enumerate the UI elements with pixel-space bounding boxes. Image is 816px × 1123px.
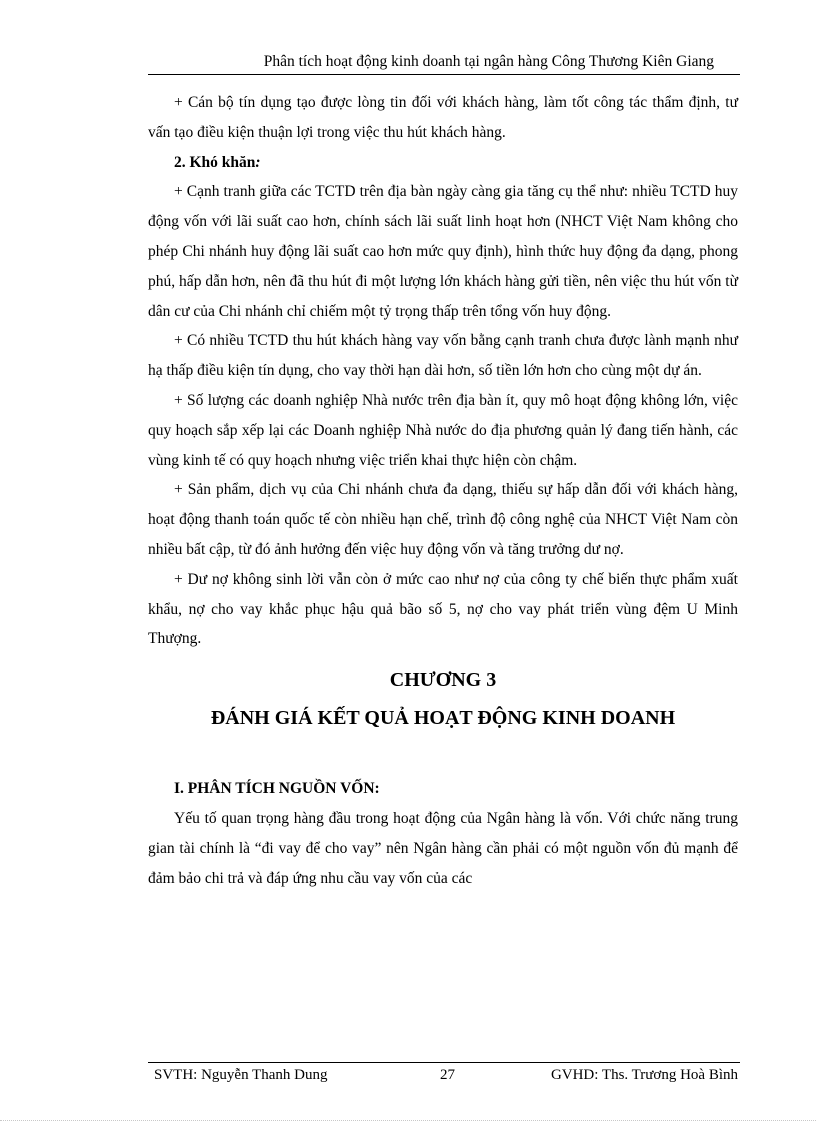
page-body xyxy=(148,88,738,893)
footer-supervisor: GVHD: Ths. Trương Hoà Bình xyxy=(550,1067,738,1083)
paragraph-unhealthy-competition: + Có nhiều TCTD thu hút khách hàng vay vốn bằng cạnh tranh chưa được lành mạnh như hạ thấp điều kiện tín dụng, cho vay thời hạn dài hơn, số tiền lớn hơn cho cùng một dự án. xyxy=(148,332,738,380)
footer-student: SVTH: Nguyễn Thanh Dung xyxy=(154,1067,328,1083)
header-title: Phân tích hoạt động kinh doanh tại ngân hàng Công Thương Kiên Giang xyxy=(263,53,714,70)
paragraph-competition: + Cạnh tranh giữa các TCTD trên địa bàn ngày càng gia tăng cụ thể như: nhiều TCTD huy động vốn với lãi suất cao hơn, chính sách lãi suất linh hoạt hơn (NHCT Việt Nam không cho phép Chi nhánh huy động lãi suất cao hơn mức quy định), hình thức huy động đa dạng, phong phú, hấp dẫn hơn, nên đã thu hút đi một lượng lớn khách hàng gửi tiền, nên việc thu hút vốn từ dân cư của Chi nhánh chỉ chiếm một tỷ trọng thấp trên tổng vốn huy động. xyxy=(148,183,738,320)
footer-page-number: 27 xyxy=(440,1067,455,1083)
difficulties-heading-text: 2. Khó khăn xyxy=(174,153,256,171)
paragraph-state-enterprises: + Số lượng các doanh nghiệp Nhà nước trên địa bàn ít, quy mô hoạt động không lớn, việc quy hoạch sắp xếp lại các Doanh nghiệp Nhà nước do địa phương quản lý đang tiến hành, các vùng kinh tế có quy hoạch nhưng việc triển khai thực hiện còn chậm. xyxy=(148,391,738,469)
chapter-title: ĐÁNH GIÁ KẾT QUẢ HOẠT ĐỘNG KINH DOANH xyxy=(210,707,676,730)
page-edge-divider xyxy=(0,1120,816,1121)
page-header xyxy=(148,52,740,75)
paragraph-capital-importance: Yếu tố quan trọng hàng đầu trong hoạt động của Ngân hàng là vốn. Với chức năng trung gian tài chính là “đi vay để cho vay” nên Ngân hàng cần phải có một nguồn vốn đủ mạnh để đảm bảo chi trả và đáp ứng nhu cầu vay vốn của các xyxy=(148,809,738,887)
page-footer xyxy=(148,1062,740,1091)
difficulties-heading-colon: : xyxy=(255,153,261,171)
paragraph-bad-debt: + Dư nợ không sinh lời vẫn còn ở mức cao như nợ của công ty chế biến thực phẩm xuất khẩu, nợ cho vay khắc phục hậu quả bão số 5, nợ cho vay phát triển vùng đệm U Minh Thượng. xyxy=(148,570,738,648)
paragraph-credit-staff: + Cán bộ tín dụng tạo được lòng tin đối với khách hàng, làm tốt công tác thẩm định, tư vấn tạo điều kiện thuận lợi trong việc thu hút khách hàng. xyxy=(148,94,738,141)
chapter-number: CHƯƠNG 3 xyxy=(389,669,497,692)
paragraph-products-services: + Sản phẩm, dịch vụ của Chi nhánh chưa đa dạng, thiếu sự hấp dẫn đối với khách hàng, hoạt động thanh toán quốc tế còn nhiều hạn chế, trình độ công nghệ của NHCT Việt Nam còn nhiều bất cập, từ đó ảnh hưởng đến việc huy động vốn và tăng trưởng dư nợ. xyxy=(148,481,738,558)
difficulties-heading xyxy=(174,148,738,178)
section-title: I. PHÂN TÍCH NGUỒN VỐN: xyxy=(174,780,380,798)
